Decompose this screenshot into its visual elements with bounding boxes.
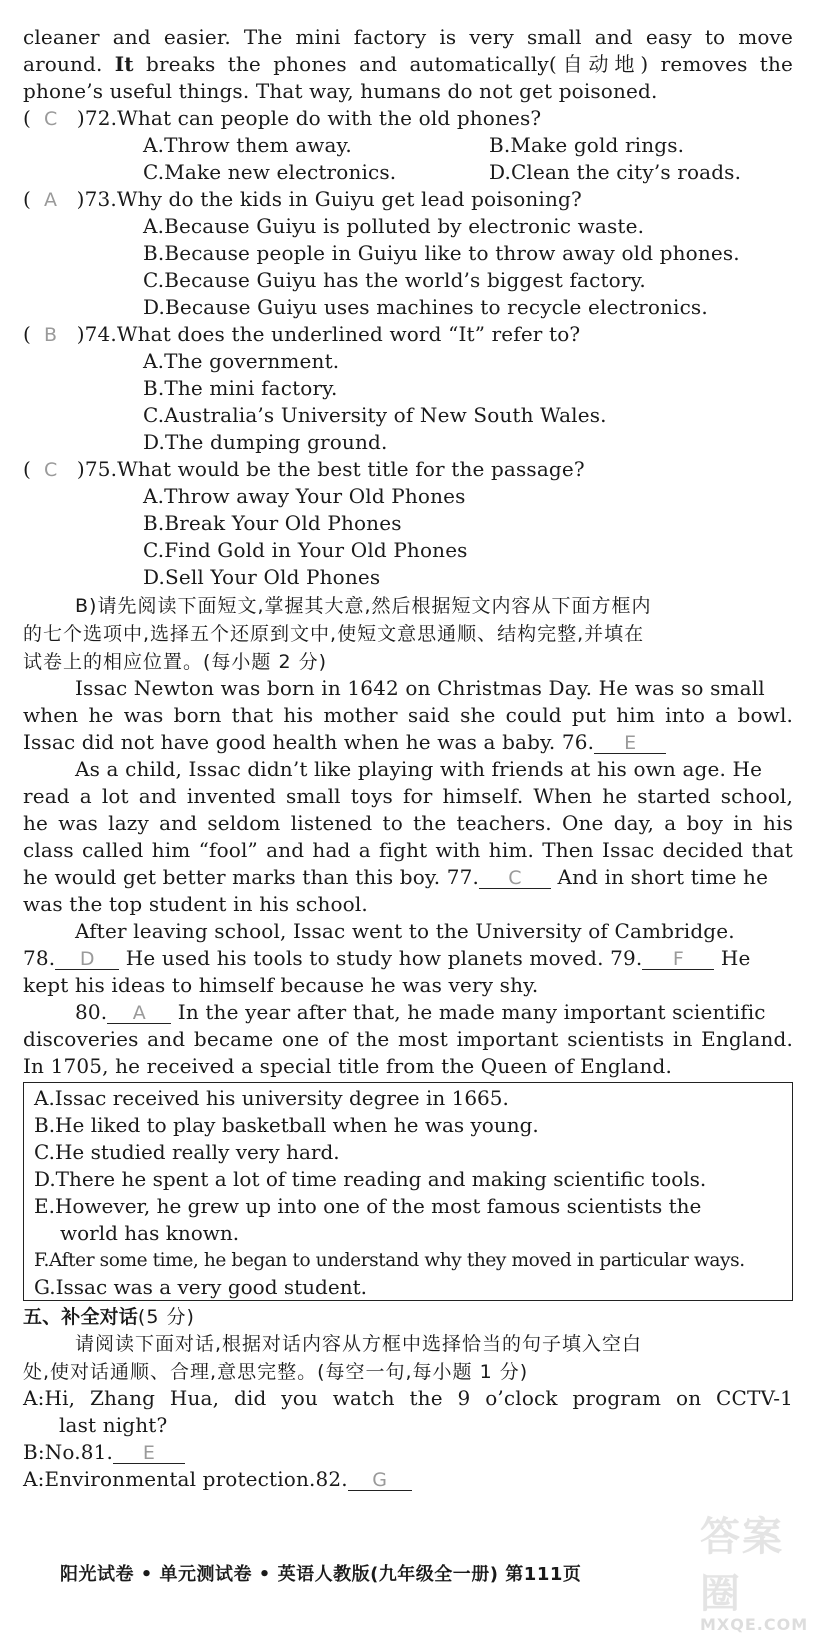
- dialogue-line: A:Environmental protection.82. G: [23, 1466, 412, 1493]
- passage-line: phone’s useful things. That way, humans do not get poisoned.: [23, 79, 658, 103]
- option: C.Find Gold in Your Old Phones: [143, 538, 468, 562]
- watermark-mark: 答案圈: [700, 1514, 784, 1617]
- question-73: ( A )73.Why do the kids in Guiyu get lead poisoning?: [23, 187, 582, 211]
- answer-79: F: [672, 948, 684, 970]
- passage-line: discoveries and became one of the most important scientists in England.: [23, 1027, 793, 1051]
- box-option-a: A.Issac received his university degree in 1665.: [34, 1086, 509, 1110]
- answer-73: A: [43, 189, 58, 211]
- box-option-f: F.After some time, he began to understand why they moved in particular ways.: [34, 1250, 745, 1271]
- section-b-instructions: 试卷上的相应位置。(每小题 2 分): [23, 651, 327, 673]
- passage-line: was the top student in his school.: [23, 892, 368, 916]
- answer-74: B: [43, 324, 58, 346]
- page-footer: 阳光试卷 • 单元测试卷 • 英语人教版(九年级全一册) 第111页: [60, 1564, 582, 1585]
- question-72: ( C )72.What can people do with the old phones?: [23, 106, 542, 130]
- answer-77: C: [508, 867, 522, 889]
- passage-line: In 1705, he received a special title from the Queen of England.: [23, 1054, 672, 1078]
- option: A.The government.: [143, 349, 340, 373]
- option: B.Because people in Guiyu like to throw away old phones.: [143, 241, 740, 265]
- passage-line: class called him “fool” and had a fight with him. Then Issac decided that: [23, 838, 793, 862]
- passage-line: cleaner and easier. The mini factory is very small and easy to move: [23, 25, 793, 49]
- answer-82: G: [372, 1469, 388, 1491]
- option: D.Clean the city’s roads.: [489, 160, 742, 184]
- passage-line: kept his ideas to himself because he was very shy.: [23, 973, 539, 997]
- box-option-g: G.Issac was a very good student.: [34, 1275, 367, 1299]
- section-b-instructions: 的七个选项中,选择五个还原到文中,使短文意思通顺、结构完整,并填在: [23, 623, 645, 645]
- passage-line: As a child, Issac didn’t like playing with friends at his own age. He: [75, 757, 763, 781]
- box-option-c: C.He studied really very hard.: [34, 1140, 340, 1164]
- passage-line: 80. A In the year after that, he made many important scientific: [75, 1000, 766, 1024]
- blank-78: [55, 947, 119, 970]
- section-5-instructions: 请阅读下面对话,根据对话内容从方框中选择恰当的句子填入空白: [75, 1333, 643, 1355]
- passage-line: he would get better marks than this boy. 77. C And in short time he: [23, 865, 769, 889]
- option: C.Because Guiyu has the world’s biggest factory.: [143, 268, 646, 292]
- answer-81: E: [142, 1442, 156, 1464]
- section-b-instructions: B)请先阅读下面短文,掌握其大意,然后根据短文内容从下面方框内: [75, 595, 652, 617]
- passage-line: read a lot and invented small toys for himself. When he started school,: [23, 784, 793, 808]
- option: D.Because Guiyu uses machines to recycle electronics.: [143, 295, 708, 319]
- passage-line: when he was born that his mother said she could put him into a bowl.: [23, 703, 793, 727]
- option: A.Throw them away.: [143, 133, 352, 157]
- dialogue-line: A:Hi, Zhang Hua, did you watch the 9 o’clock program on CCTV-1: [23, 1386, 793, 1410]
- blank-80: [107, 1001, 171, 1024]
- option: D.Sell Your Old Phones: [143, 565, 381, 589]
- underlined-it: It: [114, 52, 134, 76]
- blank-81: [113, 1441, 185, 1464]
- blank-82: [348, 1468, 412, 1491]
- box-option-d: D.There he spent a lot of time reading and making scientific tools.: [34, 1167, 707, 1191]
- blank-76: [594, 731, 666, 754]
- box-option-e-cont: world has known.: [60, 1221, 240, 1245]
- passage-line: around. It breaks the phones and automatically(自动地) removes the: [23, 52, 793, 76]
- dialogue-line: B:No.81. E: [23, 1439, 185, 1466]
- answer-76: E: [624, 732, 637, 754]
- blank-79: [642, 947, 714, 970]
- option: A.Because Guiyu is polluted by electronic waste.: [143, 214, 645, 238]
- option: C.Make new electronics.: [143, 160, 397, 184]
- option: B.The mini factory.: [143, 376, 338, 400]
- watermark-url: MXQE.COM: [700, 1615, 809, 1634]
- option: B.Make gold rings.: [489, 133, 685, 157]
- passage-line: After leaving school, Issac went to the University of Cambridge.: [75, 919, 735, 943]
- box-option-e: E.However, he grew up into one of the most famous scientists the: [34, 1194, 702, 1218]
- option: B.Break Your Old Phones: [143, 511, 402, 535]
- passage-line: Issac did not have good health when he was a baby. 76. E: [23, 729, 666, 756]
- option: D.The dumping ground.: [143, 430, 388, 454]
- dialogue-line: last night?: [59, 1413, 168, 1437]
- question-75: ( C )75.What would be the best title for the passage?: [23, 457, 585, 481]
- answer-80: A: [132, 1002, 146, 1024]
- option: C.Australia’s University of New South Wales.: [143, 403, 607, 427]
- passage-line: he was lazy and seldom listened to the teachers. One day, a boy in his: [23, 811, 793, 835]
- section-5-instructions: 处,使对话通顺、合理,意思完整。(每空一句,每小题 1 分): [23, 1361, 529, 1383]
- answer-72: C: [43, 108, 58, 130]
- passage-line: 78. D He used his tools to study how planets moved. 79. F He: [23, 946, 751, 970]
- blank-77: [479, 866, 551, 889]
- passage-line: Issac Newton was born in 1642 on Christmas Day. He was so small: [75, 676, 765, 700]
- options-box: [23, 1082, 793, 1301]
- answer-78: D: [79, 948, 95, 970]
- question-74: ( B )74.What does the underlined word “It” refer to?: [23, 322, 581, 346]
- answer-75: C: [43, 459, 58, 481]
- watermark-logo: [700, 1505, 820, 1634]
- box-option-b: B.He liked to play basketball when he was young.: [34, 1113, 539, 1137]
- section-5-heading: 五、补全对话(5 分): [23, 1306, 195, 1328]
- option: A.Throw away Your Old Phones: [143, 484, 466, 508]
